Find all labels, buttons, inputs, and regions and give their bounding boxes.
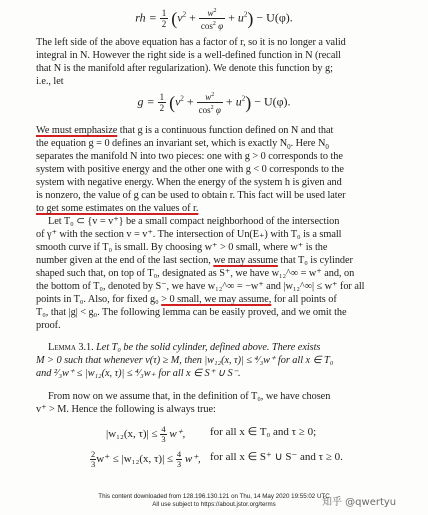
- highlighted-phrase: > 0 small, we may assume,: [161, 294, 272, 305]
- text-line: number given at the end of the last section, we may assume that T₀ is cylinder: [36, 255, 353, 266]
- text-line: From now on we assume that, in the definition of T₀, we have chosen: [48, 391, 331, 402]
- fraction-w-cos: $\frac{w^2}{\cos^2 \varphi}$: [200, 8, 224, 31]
- fraction-half: $\frac{1}{2}$: [161, 8, 167, 29]
- text-line: system with negative energy. When the energy of the system h is given and: [36, 177, 342, 188]
- inequality-1: |w₁₂(x, τ)| ≤ $\frac{4}{3}$ w⁺, for all x ∈ T₀ and τ ≥ 0;: [106, 424, 317, 444]
- equation-rh: rh = $\frac{1}{2}$ ($v^2$ + $\frac{w^2}{\cos^2 \varphi}$ + $u^2) - U(\varphi)$.: [135, 8, 293, 31]
- text-line: The left side of the above equation has a factor of r, so it is no longer a valid: [36, 37, 346, 48]
- text-line: is nonzero, the value of g can be used to obtain r. This fact will be used later: [36, 190, 346, 201]
- text-line: proof.: [36, 320, 61, 331]
- text-line: [36, 202, 392, 215]
- text-line: the equation g = 0 defines an invariant set, which is exactly $N_0$. Here $N_0$: [36, 138, 329, 150]
- text-line: i.e., let: [36, 76, 64, 87]
- text-line: smooth curve if T₀ is small. By choosing w⁺ > 0 small, where w⁺ is the: [36, 242, 328, 253]
- text-line: system with positive energy and the other one with g < 0 corresponds to the: [36, 164, 344, 175]
- inequality-2: $\frac{2}{3}$ w⁺ ≤ |w₁₂(x, τ)| ≤ $\frac{4}{3}$ w⁺, for all x ∈ S⁺ ∪ S⁻ and τ ≥ 0.: [91, 449, 343, 469]
- lemma-line: and ²⁄₃w⁺ ≤ |w₁₂(x, τ)| ≤ ⁴⁄₃w₊ for all x ∈ S⁺ ∪ S⁻.: [36, 368, 241, 379]
- text-line: that N is the manifold after regularization). We denote this function by g;: [36, 63, 333, 74]
- text-line: separates the manifold N into two pieces: one with g > 0 corresponds to the: [36, 151, 343, 162]
- text-line: v⁺ > M. Hence the following is always true:: [36, 404, 216, 415]
- text-line: the bottom of T₀, denoted by S⁻, we have w₁₂^∞ = −w⁺ and |w₁₂^∞| ≤ w⁺ for all: [36, 281, 365, 292]
- jstor-download-notice: This content downloaded from 128.196.130.121 on Thu, 14 May 2020 19:55:02 UTC: [98, 493, 330, 500]
- text-line: Let T₀ ⊂ {v = v⁺} be a small compact neighborhood of the intersection: [48, 216, 340, 227]
- highlighted-phrase: We must emphasize: [36, 125, 118, 136]
- text-line: shaped such that, on top of T₀, designated as S⁺, we have w₁₂^∞ = w⁺ and, on: [36, 268, 355, 279]
- lemma-line: M > 0 such that whenever v(τ) ≥ M, then |w₁₂(x, τ)| ≤ ⁴⁄₃w⁺ for all x ∈ T₀: [36, 355, 334, 366]
- lemma-line: Lemma 3.1. Let T₀ be the solid cylinder, defined above. There exists: [48, 342, 321, 353]
- zhihu-watermark: 知乎 @qwertyu: [322, 497, 397, 508]
- text-line: [36, 306, 392, 319]
- highlighted-phrase: to get some estimates on the values of r.: [36, 203, 199, 214]
- equation-g: g = $\frac{1}{2}$ ($v^2$ + $\frac{w^2}{\cos^2 \varphi}$ + $u^2) - U(\varphi)$.: [137, 92, 291, 115]
- text-line: We must emphasize that g is a continuous function defined on N and that: [36, 125, 334, 136]
- jstor-terms-notice: All use subject to https://about.jstor.org/terms: [152, 501, 276, 508]
- highlighted-phrase: T₀, that |g| < g₀. The following lemma can be easily proved, and we omit the: [36, 307, 347, 318]
- lemma-heading: Lemma 3.1.: [48, 342, 94, 353]
- highlighted-phrase: we may assume: [213, 255, 278, 266]
- text-line: of γ⁺ with the section v = v⁺. The intersection of Un(E₊) with T₀ is a small: [36, 229, 342, 240]
- text-line: points in T₀. Also, for fixed g₀ > 0 small, we may assume, for all points of: [36, 294, 337, 305]
- text-line: integral in N. However the right side is a well-defined function in N (recall: [36, 50, 341, 61]
